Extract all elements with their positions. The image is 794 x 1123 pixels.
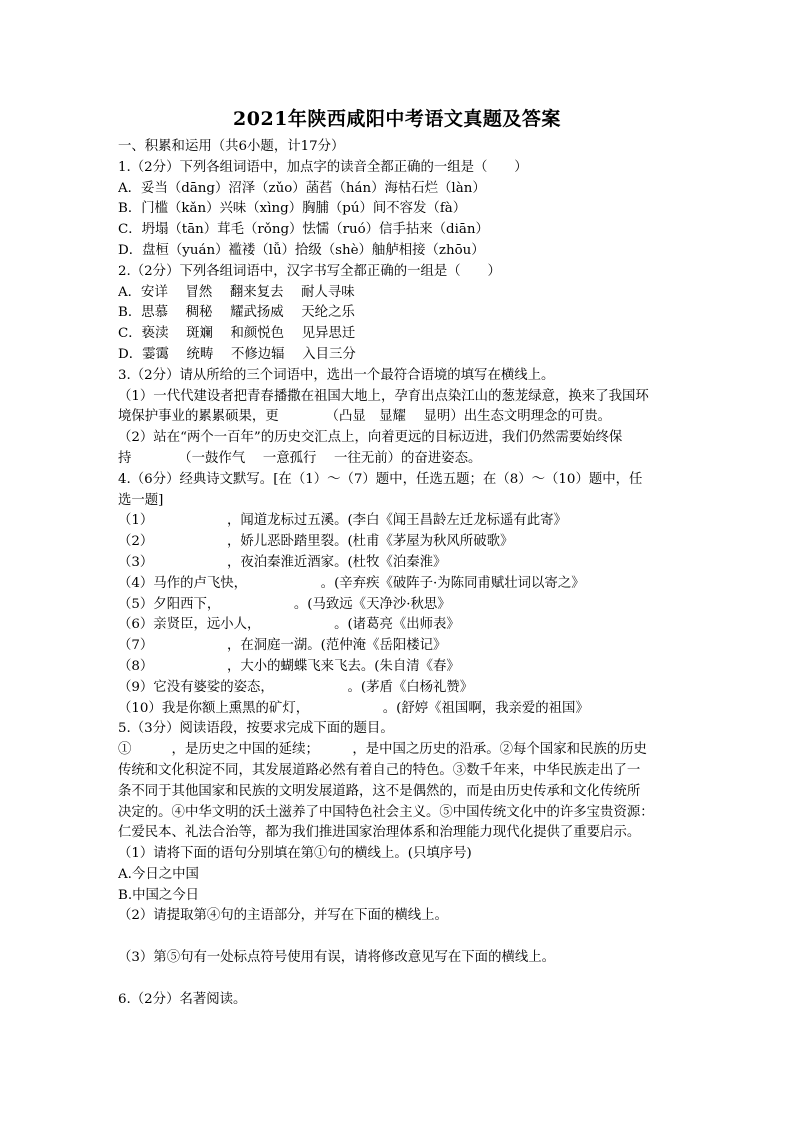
paragraph-line: （2）站在“两个一百年”的历史交汇点上，向着更远的目标迈进，我们仍然需要始终保 (118, 430, 623, 446)
recitation-line: （3） ，夜泊秦淮近酒家。(杜牧《泊秦淮》 (118, 554, 447, 570)
option-line: B．门槛（kǎn）兴味（xìng）胸脯（pú）间不容发（fà） (118, 201, 467, 217)
paragraph-line: （1）一代代建设者把青春播撒在祖国大地上，孕育出点染江山的葱茏绿意，换来了我国环 (118, 388, 649, 404)
paragraph-line: 境保护事业的累累硕果，更 （凸显 显耀 显明）出生态文明理念的可贵。 (118, 409, 612, 425)
sub-question: （3）第⑤句有一处标点符号使用有误，请将修改意见写在下面的横线上。 (118, 950, 556, 966)
recitation-line: （9）它没有婆娑的姿态， 。(茅盾《白杨礼赞》 (118, 679, 474, 695)
paragraph-line: 条不同于其他国家和民族的文明发展道路，这不是偶然的，而是由历史传承和文化传统所 (118, 783, 641, 799)
recitation-line: （4）马作的卢飞快， 。(辛弃疾《破阵子·为陈同甫赋壮词以寄之》 (118, 575, 585, 591)
paragraph-line: 选一题] (118, 492, 164, 508)
option-line: B．思慕 稠秘 耀武扬威 天纶之乐 (118, 305, 355, 321)
option-line: D．盘桓（yuán）褴褛（lǚ）拾级（shè）舳舻相接（zhōu） (118, 242, 485, 258)
recitation-line: （1） ，闻道龙标过五溪。(李白《闻王昌龄左迁龙标遥有此寄》 (118, 513, 567, 529)
question-1: 1.（2分）下列各组词语中，加点字的读音全都正确的一组是（ ） (118, 159, 528, 175)
paragraph-line: 持 （一鼓作气 一意孤行 一往无前）的奋进姿态。 (118, 450, 482, 466)
recitation-line: （2） ，娇儿恶卧踏里裂。(杜甫《茅屋为秋风所破歌》 (118, 534, 514, 550)
question-3: 3.（2分）请从所给的三个词语中，选出一个最符合语境的填写在横线上。 (118, 367, 555, 383)
paragraph-line: 决定的。④中华文明的沃土滋养了中国特色社会主义。⑤中国传统文化中的许多宝贵资源： (118, 804, 654, 820)
recitation-line: （7） ，在洞庭一湖。(范仲淹《岳阳楼记》 (118, 638, 447, 654)
question-5: 5.（3分）阅读语段，按要求完成下面的题目。 (118, 721, 394, 737)
option-line: D．霎霭 统畴 不修边辐 入目三分 (118, 346, 356, 362)
paragraph-line: ① ，是历史之中国的延续； ，是中国之历史的沿承。②每个国家和民族的历史 (118, 742, 647, 758)
document-title: 2021年陕西咸阳中考语文真题及答案 (233, 108, 561, 130)
sub-question: （2）请提取第④句的主语部分，并写在下面的横线上。 (118, 908, 448, 924)
question-4: 4.（6分）经典诗文默写。[在（1）～（7）题中，任选五题；在（8）～（10）题中，任 (118, 471, 643, 487)
option-line: C．亵渎 斑斓 和颜悦色 见异思迁 (118, 326, 356, 342)
recitation-line: （8） ，大小的蝴蝶飞来飞去。(朱自清《春》 (118, 658, 460, 674)
recitation-line: （6）亲贤臣，远小人， 。(诸葛亮《出师表》 (118, 617, 460, 633)
option-line: A．妥当（dāng）沼泽（zǔo）菡萏（hán）海枯石烂（làn） (118, 180, 486, 196)
paragraph-line: 传统和文化积淀不同，其发展道路必然有着自己的特色。③数千年来，中华民族走出了一 (118, 762, 641, 778)
question-2: 2.（2分）下列各组词语中，汉字书写全都正确的一组是（ ） (118, 263, 501, 279)
answer-option: B.中国之今日 (118, 887, 200, 903)
recitation-line: （5）夕阳西下， 。(马致远《天净沙·秋思》 (118, 596, 451, 612)
section-heading: 一、积累和运用（共6小题，计17分） (118, 139, 345, 154)
answer-option: A.今日之中国 (118, 866, 199, 882)
recitation-line: （10）我是你额上熏黑的矿灯， 。(舒婷《祖国啊，我亲爱的祖国》 (118, 700, 589, 716)
sub-question: （1）请将下面的语句分别填在第①句的横线上。(只填序号) (118, 846, 472, 862)
option-line: C．坍塌（tān）茸毛（rǒng）怯懦（ruó）信手拈来（diān） (118, 222, 489, 238)
option-line: A．安详 冒然 翻来复去 耐人寻味 (118, 284, 355, 300)
paragraph-line: 仁爱民本、礼法合治等，都为我们推进国家治理体系和治理能力现代化提供了重要启示。 (118, 825, 641, 841)
question-6: 6.（2分）名著阅读。 (118, 992, 247, 1008)
document-body (118, 137, 683, 1011)
